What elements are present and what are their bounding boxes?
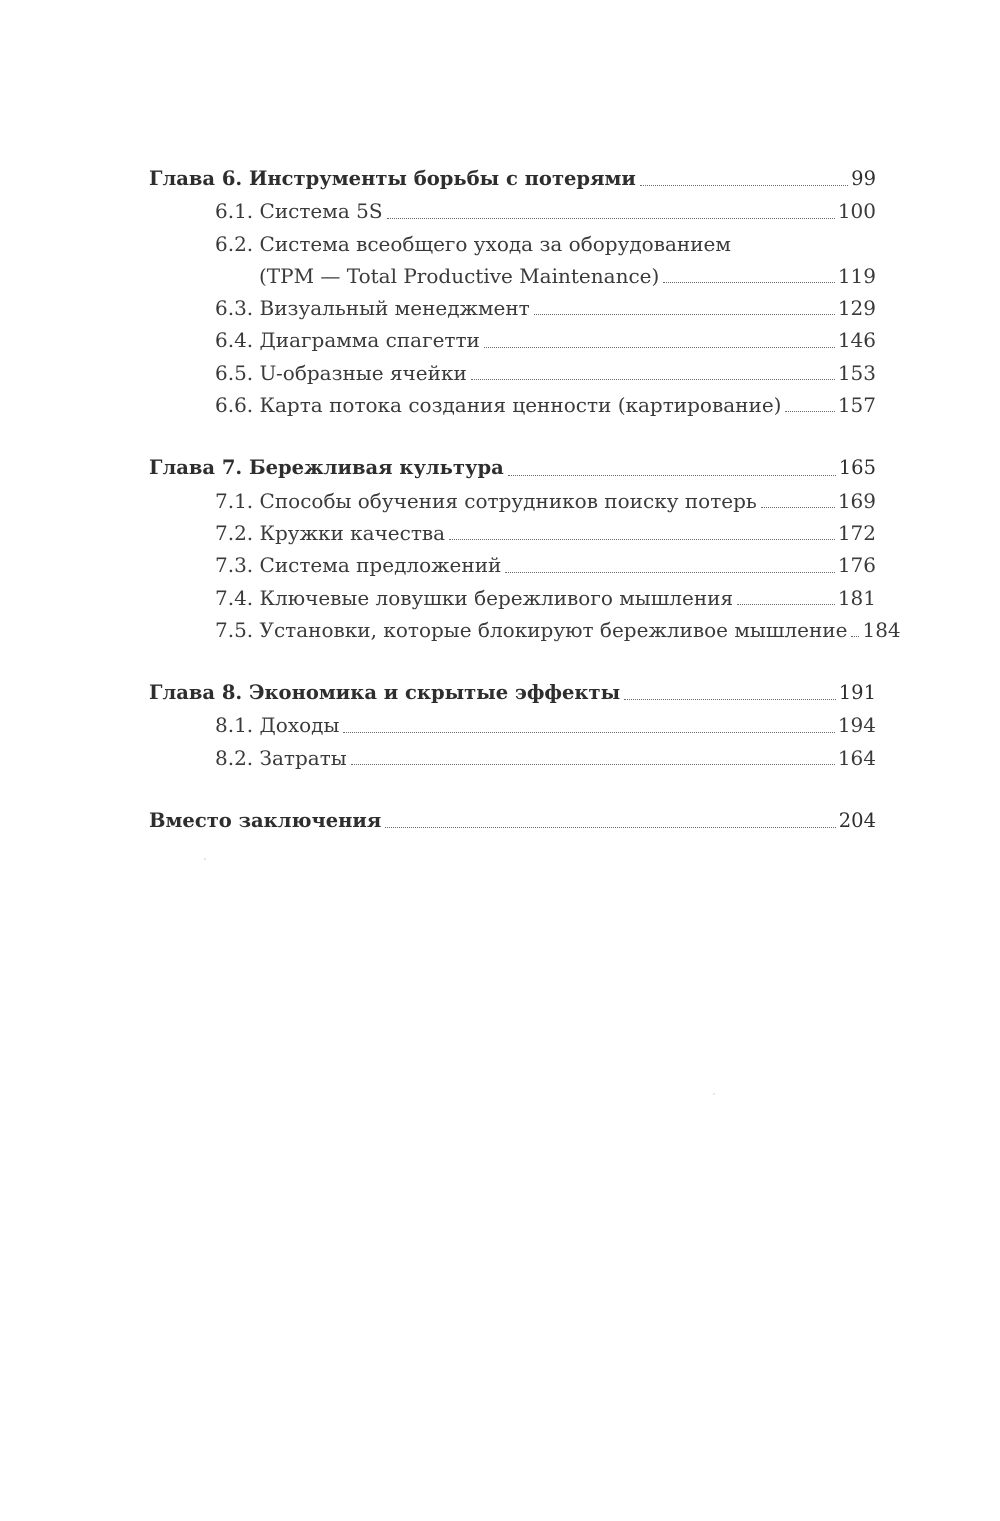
dot-leader — [471, 379, 835, 380]
chapter-title: Глава 7. Бережливая культура — [149, 456, 504, 480]
section-entry[interactable] — [149, 582, 876, 614]
section-entry[interactable] — [149, 614, 901, 646]
section-entry[interactable] — [149, 324, 876, 356]
dot-leader — [737, 604, 835, 605]
section-title: 6.4. Диаграмма спагетти — [215, 328, 480, 353]
section-entry[interactable] — [149, 709, 876, 741]
page-number: 129 — [837, 296, 876, 321]
page-number: 99 — [851, 167, 876, 190]
section-entry[interactable] — [149, 357, 876, 389]
page-number: 165 — [838, 456, 876, 480]
chapter-6-group — [149, 163, 876, 421]
dot-leader — [387, 218, 835, 219]
section-entry[interactable] — [149, 389, 876, 421]
section-entry[interactable] — [149, 260, 876, 292]
section-entry[interactable] — [149, 485, 876, 517]
dot-leader — [343, 732, 834, 733]
conclusion-group — [149, 805, 876, 837]
dot-leader — [508, 475, 836, 476]
dot-leader — [761, 507, 835, 508]
section-title: 7.1. Способы обучения сотрудников поиску потерь — [215, 488, 757, 513]
page-number: 157 — [837, 393, 876, 418]
page-number: 146 — [837, 328, 876, 353]
conclusion-heading[interactable] — [149, 805, 876, 837]
chapter-title: Глава 8. Экономика и скрытые эффекты — [149, 681, 621, 705]
page-number: 204 — [838, 809, 876, 833]
page-number: 176 — [837, 553, 876, 578]
section-title: 7.4. Ключевые ловушки бережливого мышления — [215, 585, 734, 610]
section-entry[interactable] — [149, 195, 876, 227]
page-number: 119 — [837, 263, 876, 288]
section-title: 8.1. Доходы — [215, 713, 340, 738]
page-number: 153 — [837, 360, 876, 385]
page-number: 184 — [862, 617, 901, 642]
conclusion-title: Вместо заключения — [149, 809, 382, 833]
chapter-heading[interactable] — [149, 163, 876, 195]
section-title: 7.5. Установки, которые блокируют бережливое мышление — [215, 617, 848, 642]
dot-leader — [351, 764, 835, 765]
section-title-line2: (TPM — Total Productive Maintenance) — [259, 263, 660, 288]
section-title: 8.2. Затраты — [215, 745, 347, 770]
dot-leader — [484, 347, 835, 348]
section-title: 7.3. Система предложений — [215, 553, 502, 578]
page-number: 172 — [837, 520, 876, 545]
section-title: 7.2. Кружки качества — [215, 520, 446, 545]
section-entry[interactable] — [149, 292, 876, 324]
dot-leader — [640, 185, 848, 186]
dot-leader — [624, 699, 836, 700]
chapter-title: Глава 6. Инструменты борьбы с потерями — [149, 167, 636, 190]
chapter-7-group — [149, 452, 901, 646]
dot-leader — [385, 827, 835, 828]
section-title: 6.5. U-образные ячейки — [215, 360, 467, 385]
dot-leader — [505, 572, 834, 573]
chapter-heading[interactable] — [149, 677, 876, 709]
section-entry[interactable] — [149, 742, 876, 774]
section-title: 6.1. Система 5S — [215, 199, 383, 224]
chapter-heading[interactable] — [149, 452, 876, 484]
section-title: 6.6. Карта потока создания ценности (картирование) — [215, 393, 782, 418]
page-number: 181 — [837, 585, 876, 610]
page-number: 169 — [837, 488, 876, 513]
dot-leader — [851, 636, 859, 637]
paper-speck — [204, 858, 206, 860]
page-number: 100 — [837, 199, 876, 224]
dot-leader — [785, 411, 834, 412]
dot-leader — [663, 282, 835, 283]
section-title-line1[interactable]: 6.2. Система всеобщего ухода за оборудованием — [215, 231, 731, 256]
dot-leader — [449, 539, 835, 540]
chapter-8-group — [149, 677, 876, 774]
section-entry[interactable] — [149, 549, 876, 581]
section-title: 6.3. Визуальный менеджмент — [215, 296, 530, 321]
page-number: 164 — [837, 745, 876, 770]
paper-speck — [713, 1093, 715, 1095]
page-number: 191 — [838, 681, 876, 705]
page-number: 194 — [837, 713, 876, 738]
table-of-contents — [149, 163, 901, 868]
section-entry[interactable] — [149, 517, 876, 549]
dot-leader — [534, 314, 835, 315]
